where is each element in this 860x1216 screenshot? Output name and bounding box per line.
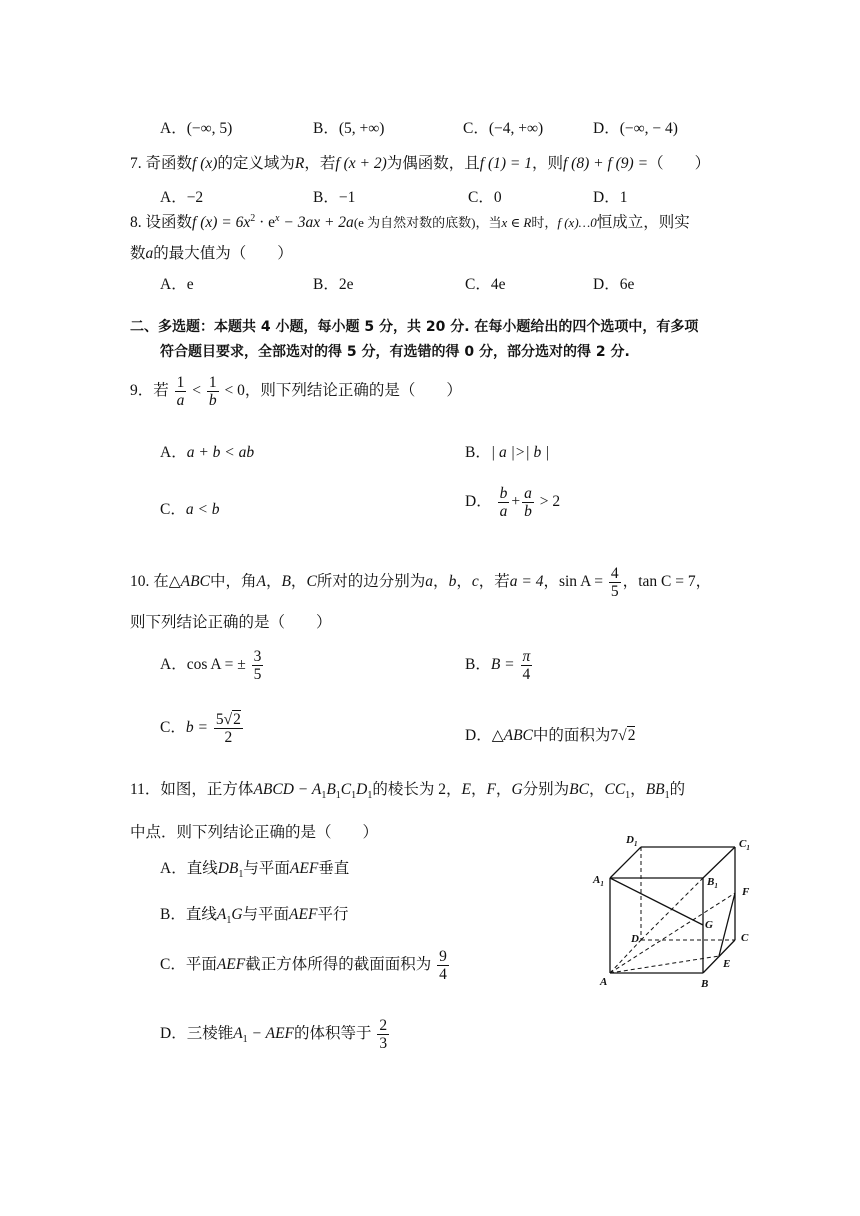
q10-option-b: B．B = $\frac{\pi}{4}$ (465, 648, 531, 684)
q9-option-a: A．a + b < ab (160, 444, 255, 461)
q7-option-b: B．−1 (313, 189, 356, 206)
q6-option-c: C．(−4, +∞) (463, 120, 544, 137)
q6-option-d: D．(−∞, − 4) (593, 120, 678, 137)
label-D1: $D_1$ (626, 834, 638, 848)
q8-stem-line1: 8. 设函数f $(x) = 6x^2 \cdot e^x - 3ax + 2a(e$ 为自然对数的底数)，当x ∈ R时，f (x)…0恒成立，则实 (130, 212, 690, 231)
q11-option-a: A．直线$DB_1$与平面AEF垂直 (160, 860, 350, 881)
label-A1: $A_1$ (593, 874, 604, 888)
q10-stem-line1: 10. 在△ABC中，角A，B，C所对的边分别为a，b，c，若a = 4，sin A = $\frac{4}{5}$ ，tan C = 7， (130, 565, 712, 601)
q9-option-b: B．| a |>| b | (465, 444, 550, 461)
q8-option-a: A．e (160, 276, 194, 293)
q7-stem: 7. 奇函数f (x)的定义域为R，若f (x + 2)为偶函数，且f (1) = 1，则f (8) + f (9) =（ ） (130, 155, 711, 172)
label-D: D (631, 933, 639, 945)
q11-stem-line2: 中点．则下列结论正确的是（ ） (130, 824, 379, 841)
q11-option-c: C．平面AEF截正方体所得的截面面积为 $\frac{9}{4}$ (160, 948, 447, 984)
q11-option-b: B．直线$A_1G$与平面AEF平行 (160, 906, 349, 927)
q11-stem-line1: 11．如图，正方体ABCD − $A_1B_1C_1D_1$的棱长为 2，E，F，G分别为BC，$CC_1$，$BB_1$的 (130, 781, 686, 802)
q10-stem-line2: 则下列结论正确的是（ ） (130, 614, 332, 631)
label-C1: $C_1$ (739, 838, 750, 852)
label-G: G (705, 919, 713, 931)
q8-option-c: C．4e (465, 276, 506, 293)
q10-option-d: D．△ABC中的面积为7√2 (465, 727, 636, 744)
q9-option-c: C．a < b (160, 501, 220, 518)
label-E: E (723, 958, 731, 970)
label-C: C (741, 932, 749, 944)
q9-stem: 9．若 $\frac{1}{a}$ < $\frac{1}{b}$ < 0，则下列结论正确的是（ ） (130, 374, 462, 410)
cube-figure (585, 825, 770, 995)
q10-option-c: C．b = $\frac{5√2}{2}$ (160, 711, 241, 747)
label-F: F (742, 886, 750, 898)
q8-option-d: D．6e (593, 276, 635, 293)
q7-option-d: D．1 (593, 189, 628, 206)
q8-stem-line2: 数a的最大值为（ ） (130, 245, 293, 262)
label-B1: $B_1$ (707, 876, 718, 890)
q6-option-b: B．(5, +∞) (313, 120, 385, 137)
q9-option-d: D． $\frac{b}{a}$ + $\frac{a}{b}$ > 2 (465, 485, 561, 521)
q6-option-a: A．(−∞, 5) (160, 120, 233, 137)
label-A: A (600, 976, 608, 988)
q7-option-c: C．0 (468, 189, 502, 206)
section2-heading-line2: 符合题目要求，全部选对的得 5 分，有选错的得 0 分，部分选对的得 2 分. (160, 344, 630, 360)
section2-heading-line1: 二、多选题：本题共 4 小题，每小题 5 分，共 20 分. 在每小题给出的四个选项中，有多项 (130, 319, 699, 335)
label-B: B (701, 978, 709, 990)
q11-option-d: D．三棱锥$A_1$ − AEF的体积等于 $\frac{2}{3}$ (160, 1017, 388, 1053)
q7-option-a: A．−2 (160, 189, 204, 206)
q8-option-b: B．2e (313, 276, 354, 293)
q10-option-a: A．cos A = ± $\frac{3}{5}$ (160, 648, 262, 684)
